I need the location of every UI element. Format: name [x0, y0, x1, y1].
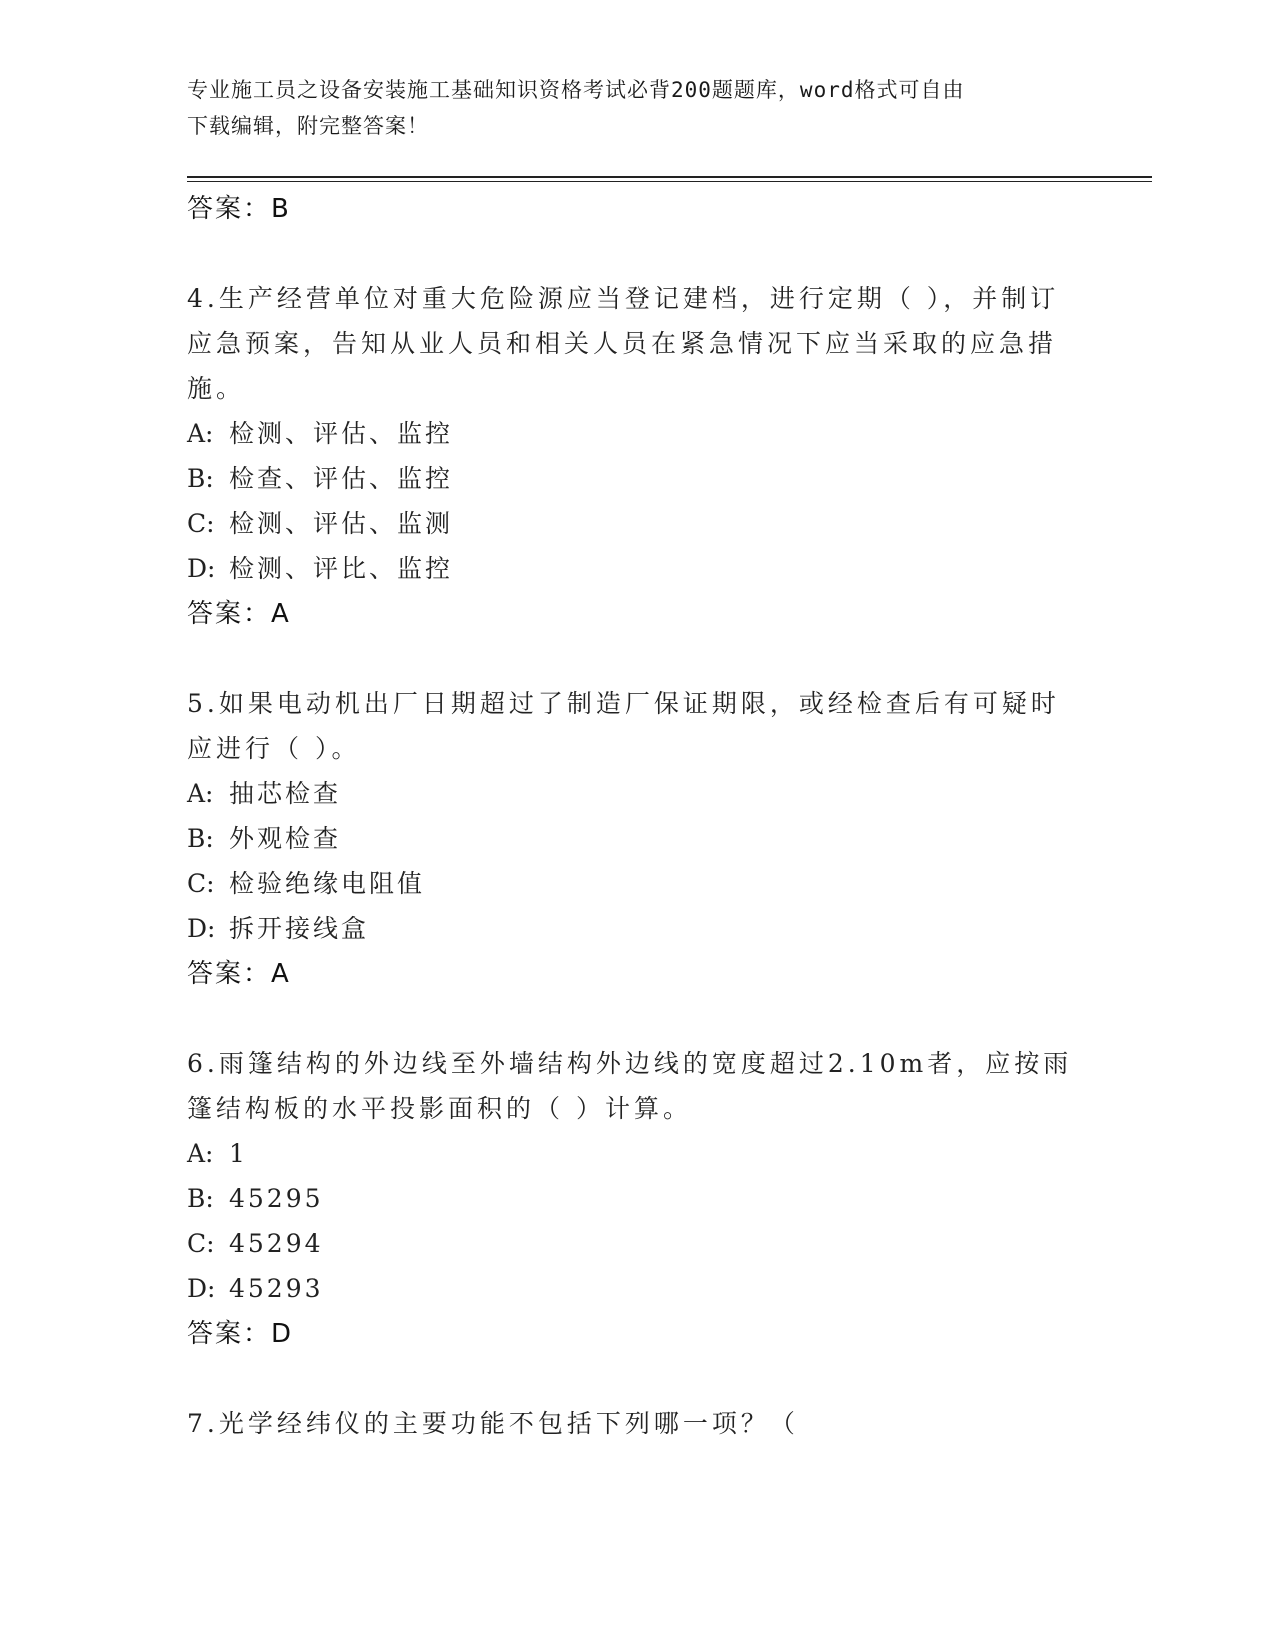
option-letter: B: — [187, 464, 214, 493]
option-c — [187, 861, 1087, 906]
option-text: 45293 — [229, 1274, 324, 1303]
answer-line: 答案：A — [187, 959, 291, 989]
option-a — [187, 411, 1087, 456]
header-line-1: 专业施工员之设备安装施工基础知识资格考试必背200题题库，word格式可自由 — [187, 78, 965, 102]
option-letter: A: — [187, 779, 214, 808]
header-divider — [187, 176, 1152, 182]
option-text: 检查、评估、监控 — [229, 464, 454, 493]
option-letter: C: — [187, 1229, 215, 1258]
option-a — [187, 771, 1087, 816]
option-text: 抽芯检查 — [229, 779, 342, 808]
question-6 — [187, 1041, 1087, 1357]
option-b — [187, 816, 1087, 861]
option-text: 1 — [229, 1139, 248, 1168]
question-stem: 6.雨篷结构的外边线至外墙结构外边线的宽度超过2.10m者，应按雨篷结构板的水平投影面积的（ ）计算。 — [187, 1049, 1073, 1123]
option-letter: B: — [187, 1184, 214, 1213]
option-letter: D: — [187, 1274, 216, 1303]
question-stem: 5.如果电动机出厂日期超过了制造厂保证期限，或经检查后有可疑时应进行（ ）。 — [187, 689, 1060, 763]
option-letter: A: — [187, 1139, 214, 1168]
option-text: 外观检查 — [229, 824, 342, 853]
question-4 — [187, 276, 1087, 637]
page-header — [187, 72, 1087, 144]
option-text: 检测、评比、监控 — [229, 554, 454, 583]
option-c — [187, 1221, 1087, 1266]
question-stem: 4.生产经营单位对重大危险源应当登记建档，进行定期（ ），并制订应急预案，告知从业人员和相关人员在紧急情况下应当采取的应急措施。 — [187, 284, 1060, 403]
option-letter: C: — [187, 869, 215, 898]
option-d — [187, 546, 1087, 591]
option-text: 检测、评估、监控 — [229, 419, 454, 448]
answer-line: 答案：B — [187, 194, 291, 224]
option-b — [187, 456, 1087, 501]
option-letter: C: — [187, 509, 215, 538]
option-text: 45295 — [229, 1184, 324, 1213]
question-7 — [187, 1401, 1087, 1446]
option-letter: B: — [187, 824, 214, 853]
option-a — [187, 1131, 1087, 1176]
option-letter: A: — [187, 419, 214, 448]
option-d — [187, 906, 1087, 951]
option-text: 检验绝缘电阻值 — [229, 869, 426, 898]
answer-line: 答案：A — [187, 599, 291, 629]
option-letter: D: — [187, 914, 216, 943]
option-c — [187, 501, 1087, 546]
option-letter: D: — [187, 554, 216, 583]
option-text: 检测、评估、监测 — [229, 509, 454, 538]
option-b — [187, 1176, 1087, 1221]
option-text: 45294 — [229, 1229, 324, 1258]
option-text: 拆开接线盒 — [229, 914, 370, 943]
option-d — [187, 1266, 1087, 1311]
question-stem: 7.光学经纬仪的主要功能不包括下列哪一项？（ — [187, 1409, 799, 1438]
question-5 — [187, 681, 1087, 997]
answer-line: 答案：D — [187, 1319, 294, 1349]
header-line-2: 下载编辑，附完整答案！ — [187, 114, 429, 138]
question-list — [187, 186, 1087, 1446]
